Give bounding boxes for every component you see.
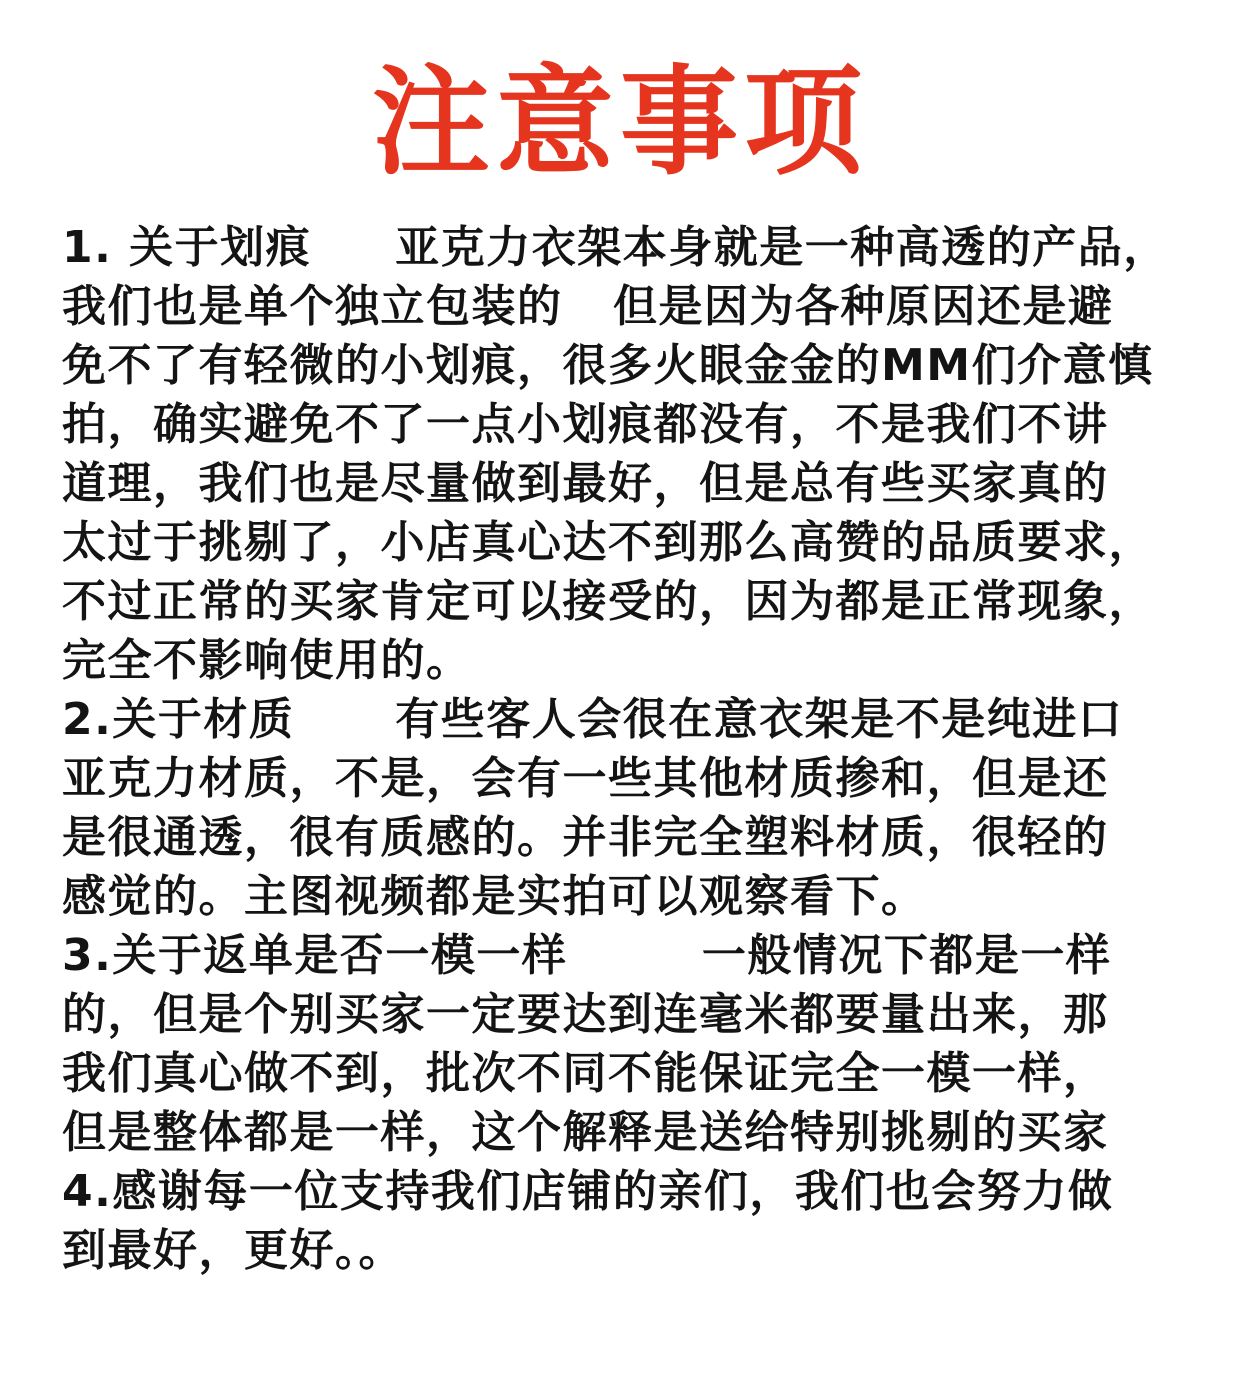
note-line: 感觉的。主图视频都是实拍可以观察看下。: [62, 871, 927, 922]
note-line: 但是整体都是一样，这个解释是送给特别挑剔的买家: [62, 1107, 1109, 1158]
note-line: 亚克力材质，不是，会有一些其他材质掺和，但是还: [62, 753, 1109, 804]
note-line: 4.感谢每一位支持我们店铺的亲们，我们也会努力做: [62, 1166, 1114, 1217]
note-line: 道理，我们也是尽量做到最好，但是总有些买家真的: [62, 458, 1109, 509]
note-line: 3.关于返单是否一模一样 一般情况下都是一样: [62, 930, 1112, 981]
notes-body: [62, 218, 1192, 1280]
note-line: 1. 关于划痕 亚克力衣架本身就是一种高透的产品，: [62, 222, 1169, 273]
note-line: 我们也是单个独立包装的 但是因为各种原因还是避: [62, 281, 1114, 332]
note-line: 完全不影响使用的。: [62, 635, 472, 686]
note-line: 拍，确实避免不了一点小划痕都没有，不是我们不讲: [62, 399, 1109, 450]
note-line: 的，但是个别买家一定要达到连毫米都要量出来，那: [62, 989, 1109, 1040]
note-line: 2.关于材质 有些客人会很在意衣架是不是纯进口: [62, 694, 1124, 745]
note-line: 我们真心做不到，批次不同不能保证完全一模一样，: [62, 1048, 1109, 1099]
note-line: 免不了有轻微的小划痕，很多火眼金金的MM们介意慎: [62, 340, 1154, 391]
page-title: 注意事项: [371, 53, 868, 191]
note-line: 太过于挑剔了，小店真心达不到那么高赞的品质要求，: [62, 517, 1154, 568]
note-line: 不过正常的买家肯定可以接受的，因为都是正常现象，: [62, 576, 1154, 627]
note-line: 到最好，更好。。: [62, 1225, 404, 1276]
note-line: 是很通透，很有质感的。并非完全塑料材质，很轻的: [62, 812, 1109, 863]
